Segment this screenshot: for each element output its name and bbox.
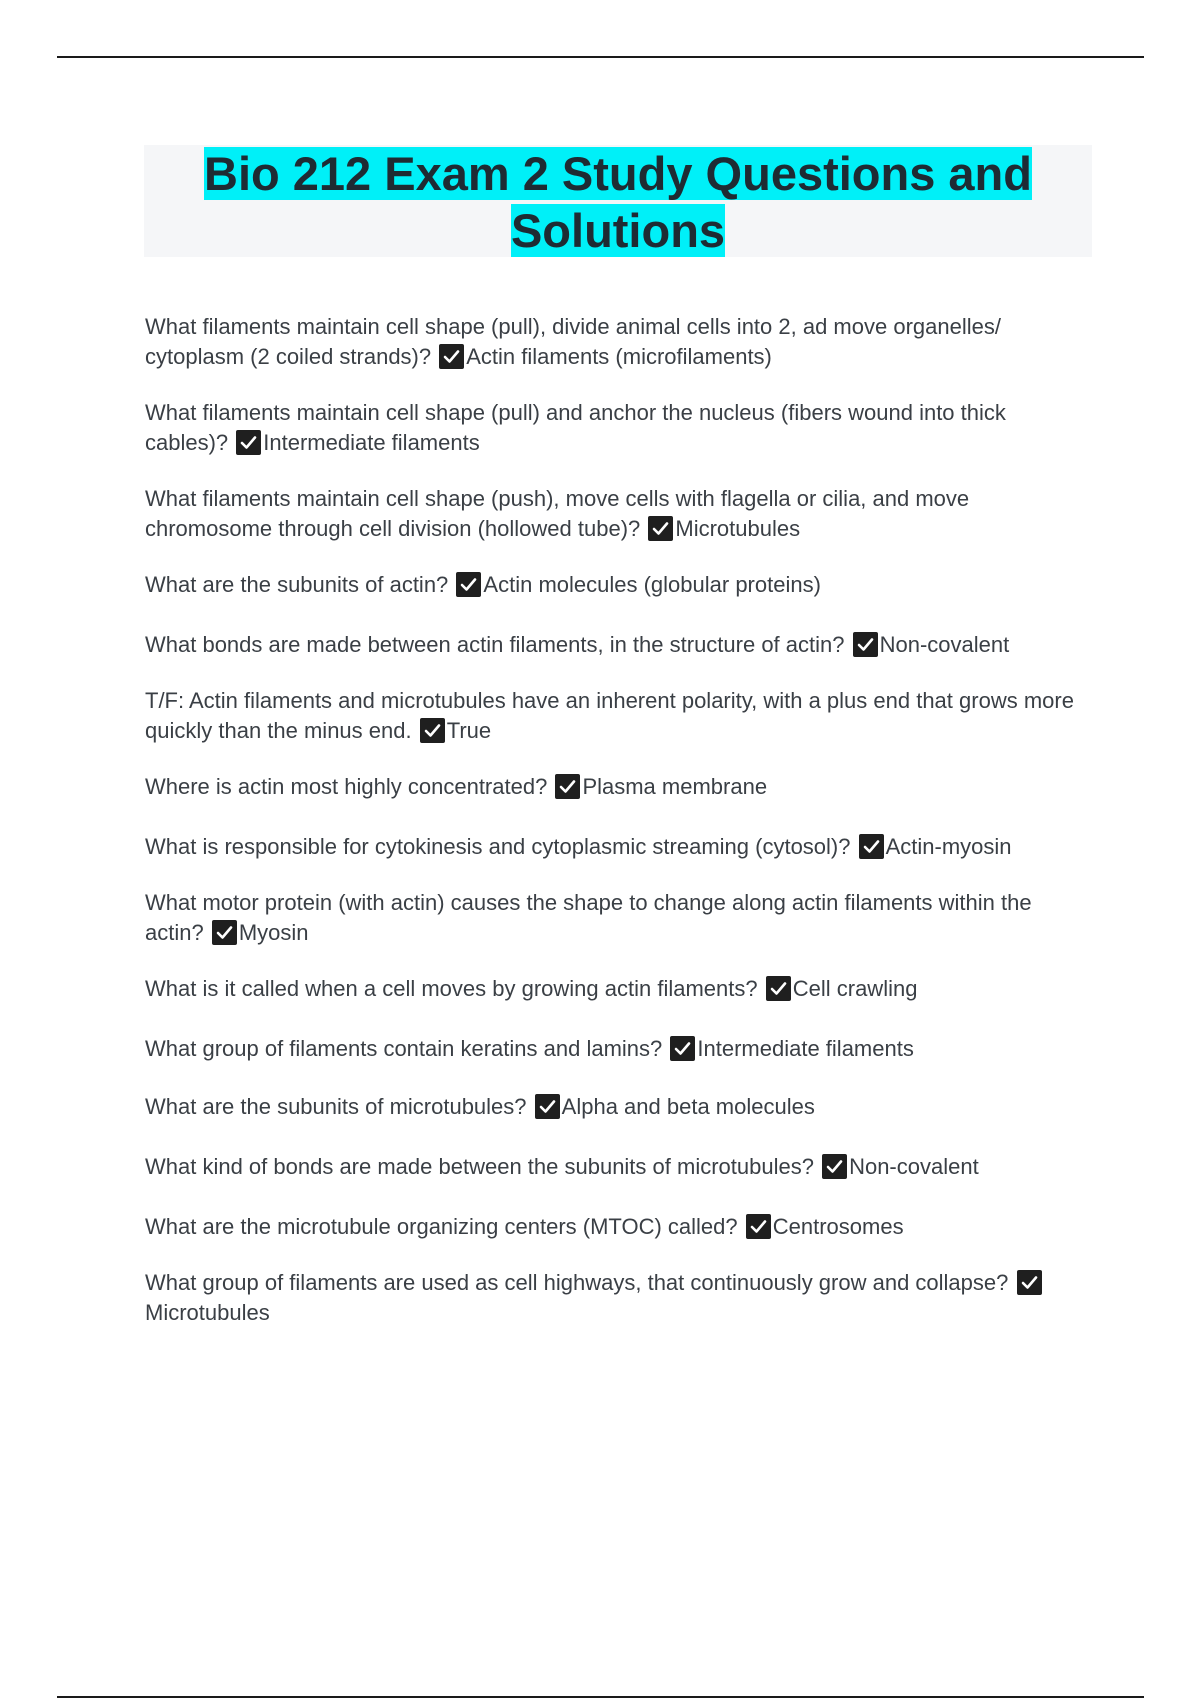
title-box: [144, 145, 1092, 257]
answer-text: Alpha and beta molecules: [561, 1094, 815, 1119]
question-text: What filaments maintain cell shape (pull) and anchor the nucleus (fibers wound into thick cables)?: [145, 400, 1006, 455]
bottom-rule: [57, 1696, 1144, 1698]
question-text: T/F: Actin filaments and microtubules have an inherent polarity, with a plus end that grows more quickly than the minus end.: [145, 688, 1074, 743]
check-box-icon: [212, 920, 237, 945]
check-box-icon: [456, 572, 481, 597]
question-text: Where is actin most highly concentrated?: [145, 774, 548, 799]
answer-text: True: [446, 718, 492, 743]
question-text: What are the subunits of actin?: [145, 572, 449, 597]
page-title: Bio 212 Exam 2 Study Questions and Solutions: [204, 147, 1032, 257]
qa-item: [145, 686, 1095, 746]
qa-item: [145, 312, 1095, 372]
qa-item: [145, 888, 1095, 948]
question-text: What filaments maintain cell shape (pull), divide animal cells into 2, ad move organelles/ cytoplasm (2 coiled strands)?: [145, 314, 1001, 369]
check-box-icon: [822, 1154, 847, 1179]
check-box-icon: [439, 344, 464, 369]
question-text: What motor protein (with actin) causes the shape to change along actin filaments within the actin?: [145, 890, 1032, 945]
question-text: What are the microtubule organizing centers (MTOC) called?: [145, 1214, 738, 1239]
answer-text: Cell crawling: [792, 976, 918, 1001]
check-box-icon: [236, 430, 261, 455]
answer-text: Intermediate filaments: [263, 430, 480, 455]
qa-item: [145, 1268, 1095, 1328]
check-box-icon: [535, 1094, 560, 1119]
answer-text: Centrosomes: [772, 1214, 904, 1239]
qa-item: [145, 832, 1095, 862]
answer-text: Actin molecules (globular proteins): [483, 572, 821, 597]
qa-item: [145, 630, 1095, 660]
question-text: What group of filaments contain keratins and lamins?: [145, 1036, 663, 1061]
answer-text: Myosin: [238, 920, 309, 945]
check-box-icon: [766, 976, 791, 1001]
qa-item: [145, 398, 1095, 458]
check-box-icon: [670, 1036, 695, 1061]
qa-item: [145, 974, 1095, 1004]
question-text: What are the subunits of microtubules?: [145, 1094, 527, 1119]
answer-text: Plasma membrane: [582, 774, 768, 799]
check-box-icon: [420, 718, 445, 743]
check-box-icon: [853, 632, 878, 657]
check-box-icon: [859, 834, 884, 859]
qa-list: [145, 312, 1095, 1328]
qa-item: [145, 1034, 1095, 1064]
answer-text: Non-covalent: [879, 632, 1010, 657]
qa-item: [145, 570, 1095, 600]
answer-text: Actin filaments (microfilaments): [466, 344, 772, 369]
question-text: What is responsible for cytokinesis and cytoplasmic streaming (cytosol)?: [145, 834, 851, 859]
check-box-icon: [648, 516, 673, 541]
question-text: What is it called when a cell moves by growing actin filaments?: [145, 976, 758, 1001]
answer-text: Microtubules: [145, 1300, 270, 1325]
answer-text: Microtubules: [675, 516, 801, 541]
answer-text: Intermediate filaments: [697, 1036, 914, 1061]
question-text: What group of filaments are used as cell highways, that continuously grow and collapse?: [145, 1270, 1009, 1295]
check-box-icon: [1017, 1270, 1042, 1295]
answer-text: Non-covalent: [849, 1154, 979, 1179]
qa-item: [145, 772, 1095, 802]
qa-item: [145, 1092, 1095, 1122]
top-rule: [57, 56, 1144, 58]
question-text: What kind of bonds are made between the subunits of microtubules?: [145, 1154, 814, 1179]
qa-item: [145, 1212, 1095, 1242]
check-box-icon: [746, 1214, 771, 1239]
question-text: What filaments maintain cell shape (push), move cells with flagella or cilia, and move chromosome through cell division (hollowed tube)?: [145, 486, 970, 541]
answer-text: Actin-myosin: [885, 834, 1012, 859]
question-text: What bonds are made between actin filaments, in the structure of actin?: [145, 632, 845, 657]
check-box-icon: [555, 774, 580, 799]
qa-item: [145, 484, 1095, 544]
qa-item: [145, 1152, 1095, 1182]
